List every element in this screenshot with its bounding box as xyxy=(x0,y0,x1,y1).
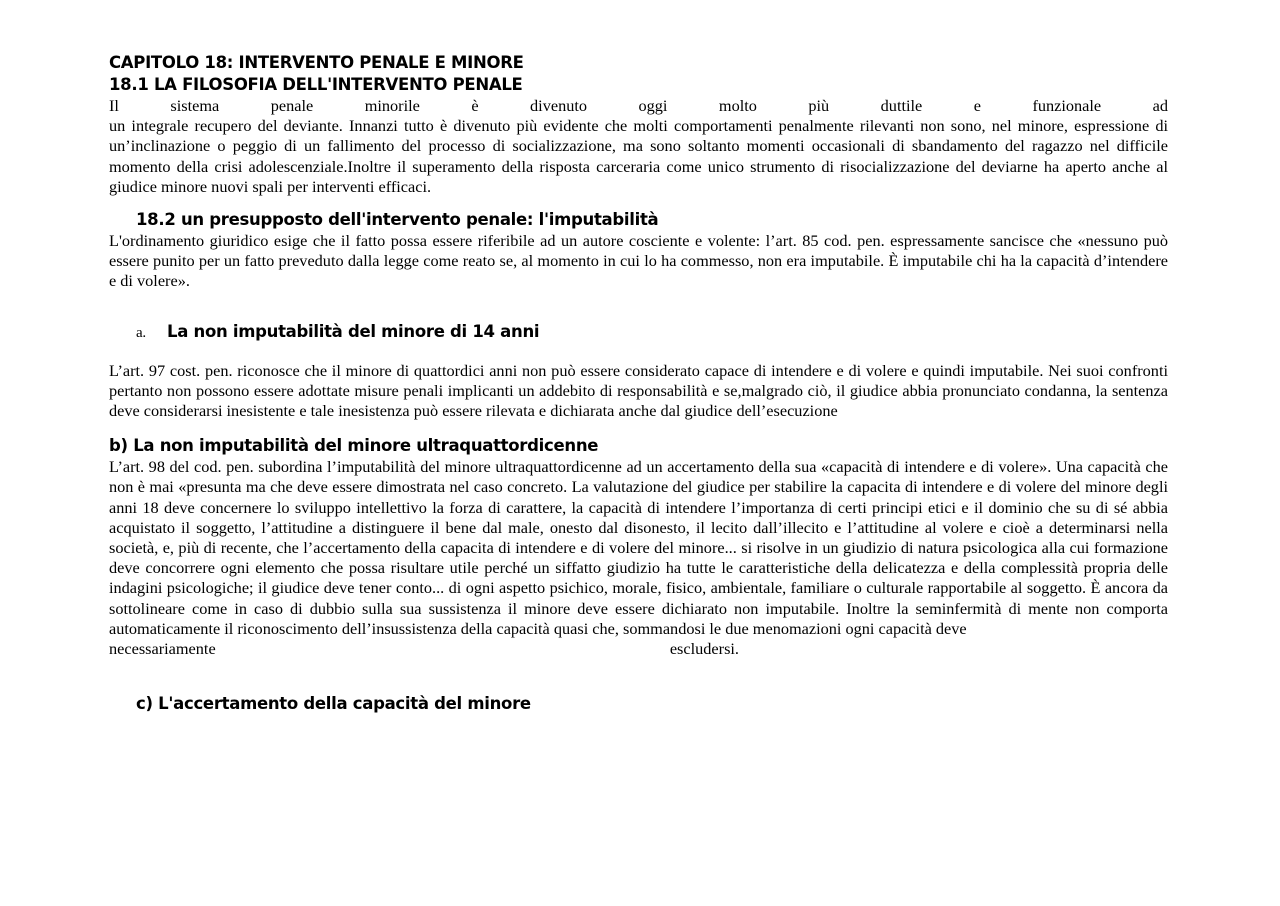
subsection-a-paragraph: L’art. 97 cost. pen. riconosce che il minore di quattordici anni non può essere considerato capace di intendere e di volere e quindi imputabile. Nei suoi confronti pertanto non possono essere adottate misure penali implicanti un addebito di responsabilità e se,malgrado ciò, il giudice abbia pronunciato condanna, la sentenza deve considerarsi inesistente e tale inesistenza può essere rilevata e dichiarata anche dal giudice dell’esecuzione xyxy=(109,360,1168,421)
subsection-b-paragraph: L’art. 98 del cod. pen. subordina l’imputabilità del minore ultraquattordicenne ad un accertamento della sua «capacità di intendere e di volere». Una capacità che non è mai «presunta ma che deve essere dimostrata nel caso concreto. La valutazione del giudice per stabilire la capacita di intendere e di volere del minore degli anni 18 deve concernere lo sviluppo intellettivo la forza di carattere, la capacità di intendere l’importanza di certi principi etici e il dominio che su di sé abbia acquistato il soggetto, l’attitudine a distinguere il bene dal male, onesto dal disonesto, il lecito dall’illecito e l’attitudine al volere e cioè a determinarsi nella società, e, più di recente, che l’accertamento della capacita di intendere e di volere del minore... si risolve in un giudizio di natura psicologica alla cui formazione deve concorrere ogni elemento che possa risultare utile perché un siffatto giudizio ha tutte le caratteristiche della delicatezza e della complessità propria delle indagini psicologiche; il giudice deve tener conto... di ogni aspetto psichico, morale, fisico, ambientale, familiare o culturale rapportabile al soggetto. È ancora da sottolineare come in caso di dubbio sulla sua sussistenza il minore deve essere dichiarato non imputabile. Inoltre la seminfermità di mente non comporta automaticamente il riconoscimento dell’insussistenza della capacità quasi che, sommandosi le due menomazioni ogni capacità deve xyxy=(109,457,1168,638)
subsection-a-title: La non imputabilità del minore di 14 anni xyxy=(167,321,540,341)
subsection-a-heading xyxy=(136,321,1168,344)
list-marker-a: a. xyxy=(136,324,146,341)
subsection-b-last-left: necessariamente xyxy=(109,639,216,659)
subsection-c-heading: c) L'accertamento della capacità del minore xyxy=(136,694,531,714)
subsection-b-heading: b) La non imputabilità del minore ultraquattordicenne xyxy=(109,436,599,456)
document-page xyxy=(109,52,1168,715)
section-18-2-paragraph: L'ordinamento giuridico esige che il fatto possa essere riferibile ad un autore cosciente e volente: l’art. 85 cod. pen. espressamente sancisce che «nessuno può essere punito per un fatto preveduto dalla legge come reato se, al momento in cui lo ha commesso, non era imputabile. È imputabile chi ha la capacità d’intendere e di volere». xyxy=(109,231,1168,291)
chapter-title: CAPITOLO 18: INTERVENTO PENALE E MINORE xyxy=(109,53,524,72)
section-18-1-heading: 18.1 LA FILOSOFIA DELL'INTERVENTO PENALE xyxy=(109,75,523,94)
section-18-2-heading: 18.2 un presupposto dell'intervento penale: l'imputabilità xyxy=(136,210,659,230)
subsection-b-last-line xyxy=(109,639,1168,659)
subsection-b-last-right: escludersi. xyxy=(669,639,739,659)
section-18-1-first-line: Il sistema penale minorile è divenuto oggi molto più duttile e funzionale ad xyxy=(109,96,1168,115)
section-18-1-paragraph: un integrale recupero del deviante. Innanzi tutto è divenuto più evidente che molti comportamenti penalmente rilevanti non sono, nel minore, espressione di un’inclinazione o peggio di un fallimento del processo di socializzazione, ma sono soltanto momenti occasionali di sbandamento del ragazzo nel difficile momento della crisi adolescenziale.Inoltre il superamento della risposta carceraria come unico strumento di risocializzazione del deviarne ha aperto anche al giudice minore nuovi spali per interventi efficaci. xyxy=(109,116,1168,196)
